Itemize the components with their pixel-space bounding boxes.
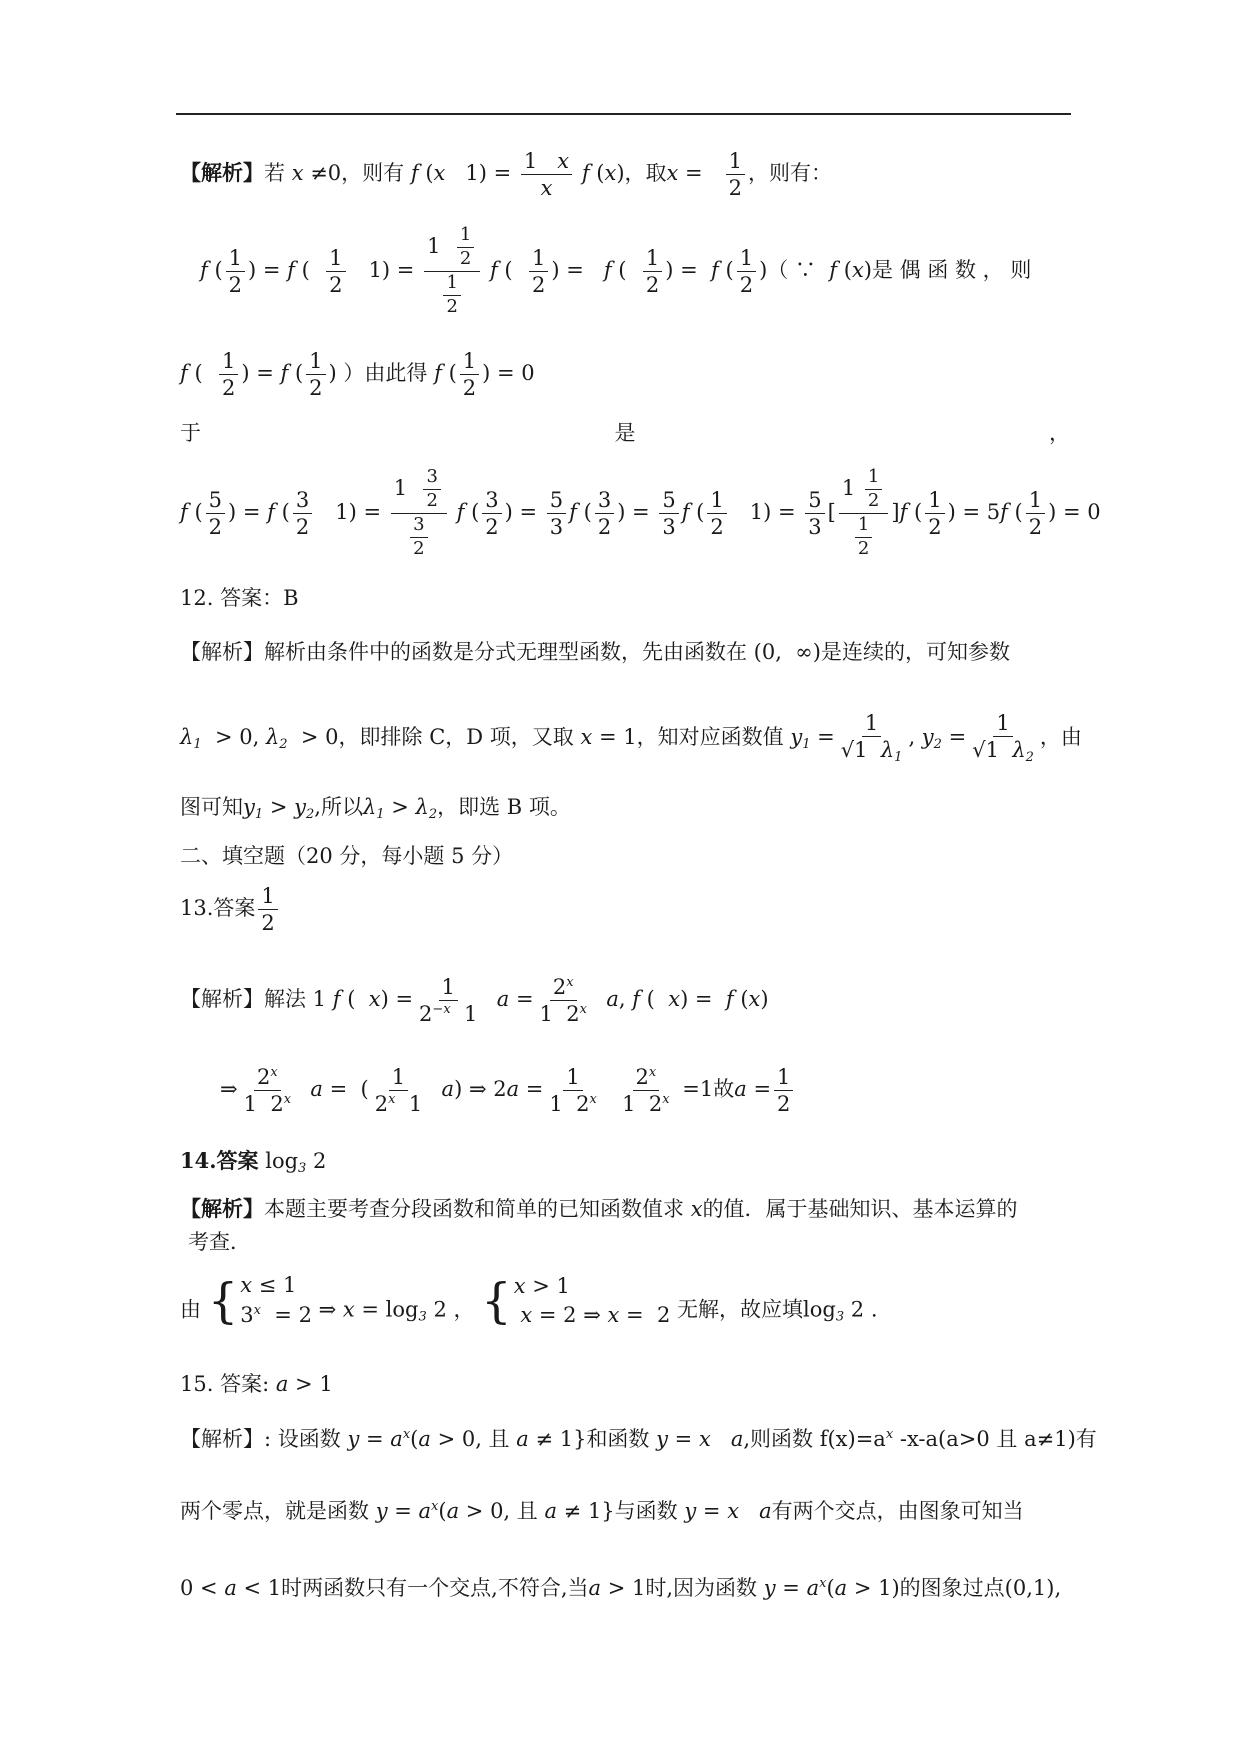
header-rule xyxy=(176,113,1071,115)
q14-explanation-line-1: 【解析】本题主要考查分段函数和简单的已知函数值求 x的值．属于基础知识、基本运算的 xyxy=(180,1196,1018,1221)
q14-answer: 14.答案 $\log_3 2$ xyxy=(180,1148,327,1176)
q15-explanation-line-1: 【解析】: 设函数 $y = a^x(a > 0$, 且 a ≠ 1}和函数 y = x a,则函数 $f(x)=a^x$ -x-a(a>0 且 a≠1)有 xyxy=(180,1427,1097,1451)
section-title: 二、填空题（20 分，每小题 5 分） xyxy=(180,844,514,868)
q15-answer: 15. 答案: a > 1 xyxy=(180,1372,333,1396)
q11-explanation-line-1: 【解析】若 x ≠0，则有 f (x 1) = $\frac{1 x}{x}$ f (x)，取x = $\frac{1}{2}$ ，则有： xyxy=(180,149,833,201)
explanation-label: 【解析】 xyxy=(180,1427,264,1451)
fraction: $\frac{1 x}{x}$ xyxy=(521,150,572,199)
q14-explanation-line-2: 考查． xyxy=(188,1230,251,1254)
q14-explanation-line-3: 由 { x ≤ 1 3$^x$ = 2 ⇒ $x = \log_3 2$ ， { x > 1 x = 2 ⇒ x = 2 无解，故应填$\log_3 2$ . xyxy=(180,1272,878,1329)
q15-explanation-line-2: 两个零点，就是函数 $y = a^x(a > 0$, 且 a ≠ 1}与函数 y = x a有两个交点，由图象可知当 xyxy=(180,1499,1024,1523)
explanation-label: 【解析】 xyxy=(180,987,264,1012)
q12-explanation-line-2: $\lambda_1 > 0$, $\lambda_2 > 0$，即排除 C，D 项，又取 x = 1，知对应函数值 $y_1$ = $\frac{1}{√1 \lambda_1}$ , $y_2$ = $\frac{1}{√1 \lambda_2}$ ，由 xyxy=(180,711,1082,766)
explanation-label: 【解析】 xyxy=(180,160,264,186)
q12-explanation-line-1: 【解析】解析由条件中的函数是分式无理型函数，先由函数在 (0, ∞)是连续的，可知参数 xyxy=(180,640,1010,664)
q11-explanation-line-5: f ( $\frac{5}{2}$ ) = f ( $\frac{3}{2}$ 1) = 1 $\frac{3}{2}$ $\frac{3}{2}$ f ( $\frac{3}{2}$ ) = $\frac{5}{3}$ f ( $\frac{3}{2}$ ) = $\frac{5}{3}$ f ( $\frac{1}{2}$ 1) = $\frac{5}{3}$ [ 1 $\frac{1}{2}$ $\frac{1}{2}$ ]f ( $\frac{1}{2}$ ) = 5f ( $\frac{1}{2}$ ) = 0 xyxy=(180,466,1101,559)
q13-explanation-line-2: ⇒ $\frac{2^x}{1 2^x}$ a = ( $\frac{1}{2^x 1}$ a) ⇒ 2a = $\frac{1}{1 2^x}$ $\frac{2^x}{1 2^x}$ =1故a = $\frac{1}{2}$ xyxy=(220,1066,796,1115)
q13-answer: 13.答案 $\frac{1}{2}$ xyxy=(180,885,281,934)
q11-explanation-line-4: 于 是 ， xyxy=(180,421,1070,445)
q15-explanation-line-3: 0 < a < 1时两函数只有一个交点,不符合,当a > 1时,因为函数 $y = a^x(a > 1)$的图象过点(0,1), xyxy=(180,1576,1062,1600)
q11-explanation-line-3: f ( $\frac{1}{2}$ ) = f ( $\frac{1}{2}$ ) ）由此得 f ( $\frac{1}{2}$ ) = 0 xyxy=(180,349,535,401)
explanation-label: 【解析】 xyxy=(180,1196,264,1221)
q12-answer: 12. 答案：B xyxy=(180,586,299,610)
explanation-label: 【解析】 xyxy=(180,640,264,664)
q11-explanation-line-2: f ( $\frac{1}{2}$ ) = f ( $\frac{1}{2}$ 1) = 1 $\frac{1}{2}$ $\frac{1}{2}$ f ( $\frac{1}{2}$ ) = f ( $\frac{1}{2}$ ) = f ( $\frac{1}{2}$ )（ ∵ f (x)是 偶 函 数 ， 则 xyxy=(200,224,1032,317)
q12-explanation-line-3: 图可知$y_1 > y_2$,所以$\lambda_1 > \lambda_2$，即选 B 项。 xyxy=(180,795,571,822)
q13-explanation-line-1: 【解析】解法 1 f ( x) = $\frac{1}{2^{-x} 1}$ a = $\frac{2^x}{1 2^x}$ a, f ( x) = f (x) xyxy=(180,975,769,1027)
